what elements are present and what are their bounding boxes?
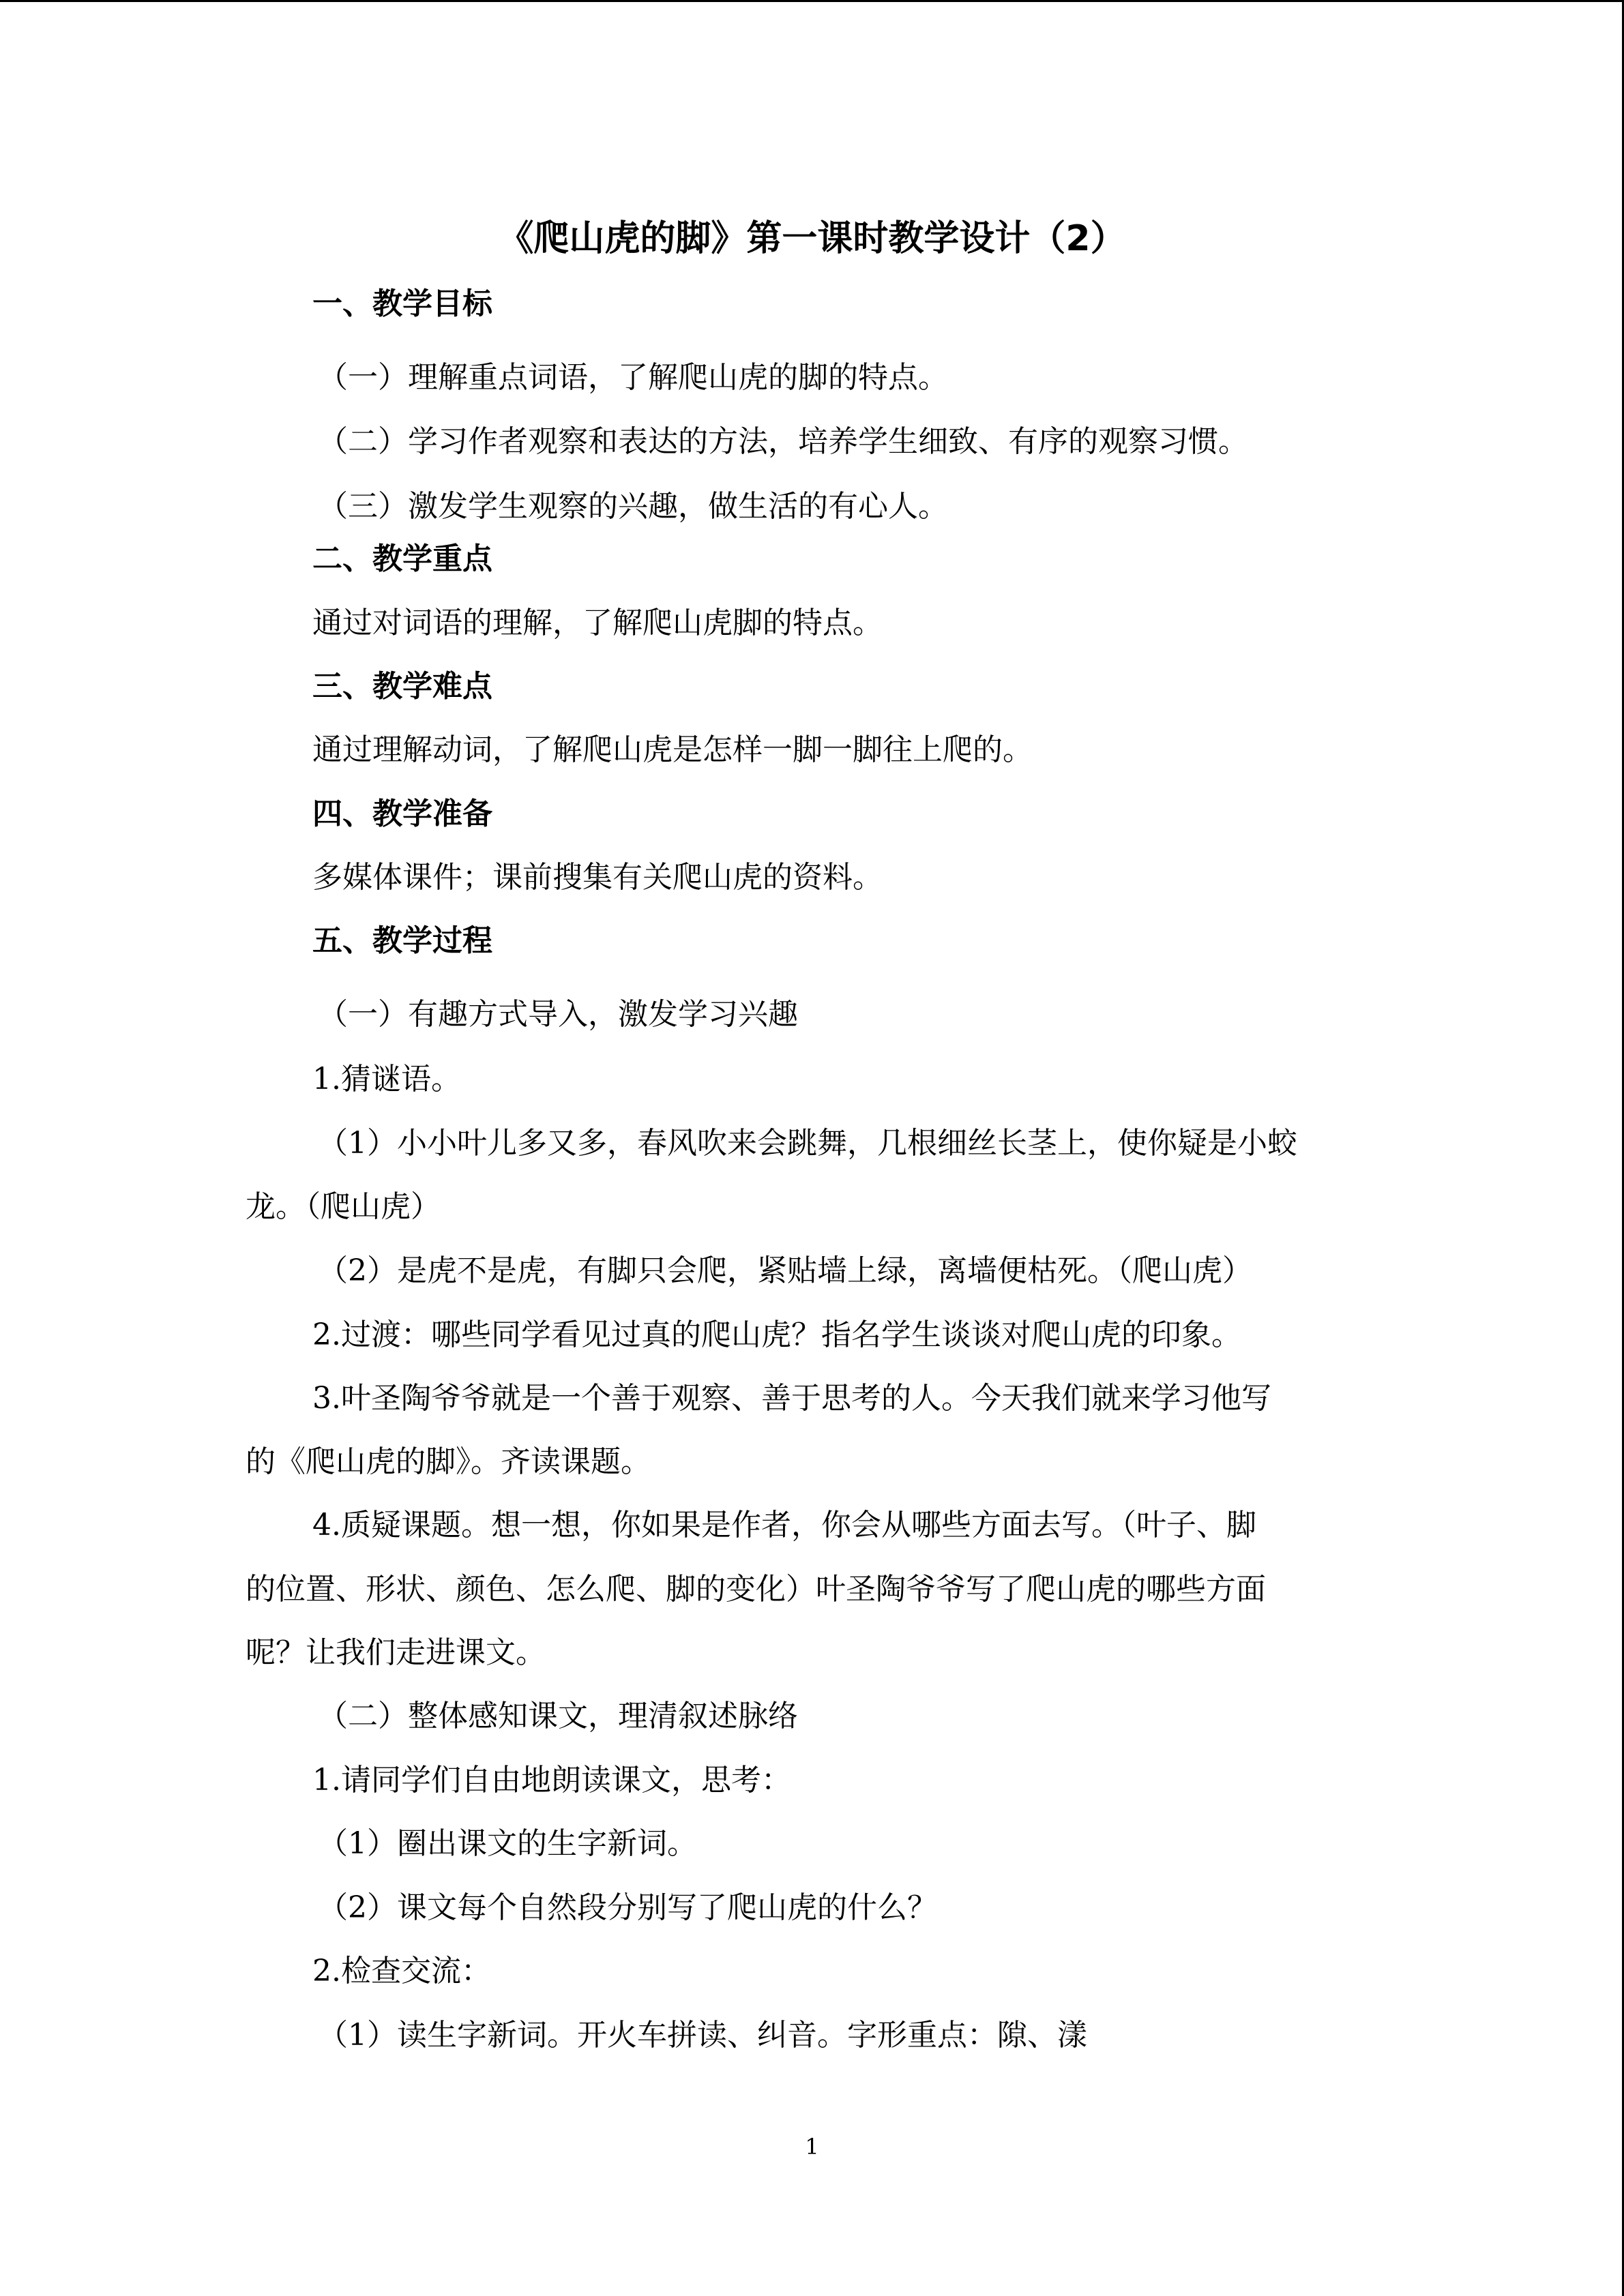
- page-number: 1: [805, 2134, 819, 2160]
- part2-sub1: （1）圈出课文的生字新词。: [318, 1826, 697, 1861]
- riddle1-line1: （1）小小叶儿多又多，春风吹来会跳舞，几根细丝长茎上，使你疑是小蛟: [318, 1126, 1297, 1161]
- process-item4-line2: 的位置、形状、颜色、怎么爬、脚的变化）叶圣陶爷爷写了爬山虎的哪些方面: [246, 1572, 1266, 1607]
- part2-item2: 2.检查交流：: [312, 1954, 491, 1988]
- document-title: 《爬山虎的脚》第一课时教学设计（2）: [498, 218, 1126, 259]
- difficulties-text: 通过理解动词，了解爬山虎是怎样一脚一脚往上爬的。: [312, 732, 1033, 767]
- process-part1-title: （一）有趣方式导入，激发学习兴趣: [318, 997, 798, 1032]
- heading-preparation: 四、教学准备: [312, 796, 492, 831]
- process-item1: 1.猜谜语。: [312, 1062, 461, 1097]
- heading-objectives: 一、教学目标: [312, 286, 492, 321]
- process-item3-line1: 3.叶圣陶爷爷就是一个善于观察、善于思考的人。今天我们就来学习他写: [312, 1381, 1271, 1416]
- part2-sub3: （1）读生字新词。开火车拼读、纠音。字形重点：隙、漾: [318, 2018, 1087, 2053]
- part2-item1: 1.请同学们自由地朗读课文，思考：: [312, 1763, 791, 1798]
- heading-process: 五、教学过程: [312, 923, 492, 958]
- objective-1: （一）理解重点词语，了解爬山虎的脚的特点。: [318, 360, 948, 395]
- process-item3-line2: 的《爬山虎的脚》。齐读课题。: [246, 1444, 651, 1479]
- preparation-text: 多媒体课件；课前搜集有关爬山虎的资料。: [312, 860, 883, 895]
- key-points-text: 通过对词语的理解，了解爬山虎脚的特点。: [312, 606, 883, 640]
- riddle1-line2: 龙。（爬山虎）: [246, 1189, 441, 1224]
- objective-3: （三）激发学生观察的兴趣，做生活的有心人。: [318, 489, 948, 524]
- top-border: [0, 0, 1624, 2]
- riddle2: （2）是虎不是虎，有脚只会爬，紧贴墙上绿，离墙便枯死。（爬山虎）: [318, 1253, 1252, 1288]
- part2-sub2: （2）课文每个自然段分别写了爬山虎的什么？: [318, 1890, 937, 1925]
- objective-2: （二）学习作者观察和表达的方法，培养学生细致、有序的观察习惯。: [318, 424, 1248, 459]
- process-item4-line1: 4.质疑课题。想一想，你如果是作者，你会从哪些方面去写。（叶子、脚: [312, 1508, 1256, 1542]
- process-item2: 2.过渡：哪些同学看见过真的爬山虎？指名学生谈谈对爬山虎的印象。: [312, 1317, 1241, 1352]
- heading-key-points: 二、教学重点: [312, 541, 492, 576]
- heading-difficulties: 三、教学难点: [312, 669, 492, 704]
- process-item4-line3: 呢？让我们走进课文。: [246, 1635, 546, 1670]
- process-part2-title: （二）整体感知课文，理清叙述脉络: [318, 1699, 798, 1733]
